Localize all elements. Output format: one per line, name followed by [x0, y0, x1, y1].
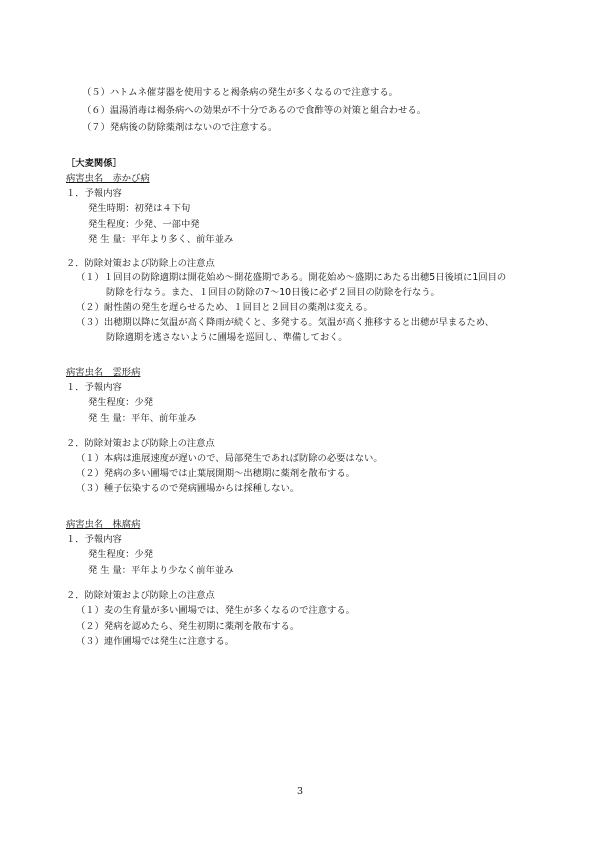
control-item: （３）種子伝染するので発病圃場からは採種しない。 [76, 483, 300, 494]
forecast-item: 発生程度：少発 [88, 549, 154, 560]
disease-name: 病害虫名 雲形病 [66, 367, 141, 378]
control-item: （３）連作圃場では発生に注意する。 [76, 636, 235, 647]
forecast-item: 発生程度：少発 [88, 397, 154, 408]
forecast-item: 発生程度：少発、一部中発 [88, 219, 200, 230]
control-heading: ２．防除対策および防除上の注意点 [66, 258, 215, 269]
forecast-item: 発 生 量：平年より多く、前年並み [88, 234, 234, 245]
control-heading: ２．防除対策および防除上の注意点 [66, 590, 215, 601]
page-number: 3 [296, 786, 304, 797]
forecast-heading: １．予報内容 [66, 534, 122, 545]
control-item-continuation: 防除適期を逃さないように圃場を巡回し、準備しておく。 [106, 332, 348, 343]
intro-item: （６）温湯消毒は褐条病への効果が不十分であるので食酢等の対策と組合わせる。 [82, 105, 426, 116]
intro-item: （７）発病後の防除薬剤はないので注意する。 [82, 122, 278, 133]
control-item: （２）発病を認めたら、発生初期に薬剤を散布する。 [76, 621, 300, 632]
control-heading: ２．防除対策および防除上の注意点 [66, 438, 215, 449]
forecast-item: 発 生 量：平年、前年並み [88, 413, 197, 424]
control-item: （１）麦の生育量が多い圃場では、発生が多くなるので注意する。 [76, 605, 355, 616]
forecast-heading: １．予報内容 [66, 382, 122, 393]
control-item-continuation: 防除を行なう。また、１回目の防除の7～10日後に必ず２回目の防除を行なう。 [106, 287, 440, 298]
forecast-heading: １．予報内容 [66, 188, 122, 199]
control-item: （２）発病の多い圃場では止葉展開期～出穂期に薬剤を散布する。 [76, 468, 355, 479]
control-item: （３）出穂期以降に気温が高く降雨が続くと、多発する。気温が高く推移すると出穂が早まるため、 [76, 317, 494, 328]
disease-name: 病害虫名 赤かび病 [66, 173, 150, 184]
control-item: （１）本病は進展速度が遅いので、局部発生であれば防除の必要はない。 [76, 453, 383, 464]
control-item: （２）耐性菌の発生を遅らせるため、１回目と２回目の薬剤は変える。 [76, 302, 373, 313]
disease-name: 病害虫名 株腐病 [66, 519, 141, 530]
intro-item: （５）ハトムネ催芽器を使用すると褐条病の発生が多くなるので注意する。 [82, 87, 398, 98]
forecast-item: 発生時期：初発は４下旬 [88, 203, 191, 214]
control-item: （１）１回目の防除適期は開花始め～開花盛期である。開花始め～盛期にあたる出穂5日後頃に1回目の [76, 272, 507, 283]
section-title: ［大麦関係］ [66, 158, 122, 169]
forecast-item: 発 生 量：平年より少なく前年並み [88, 565, 234, 576]
